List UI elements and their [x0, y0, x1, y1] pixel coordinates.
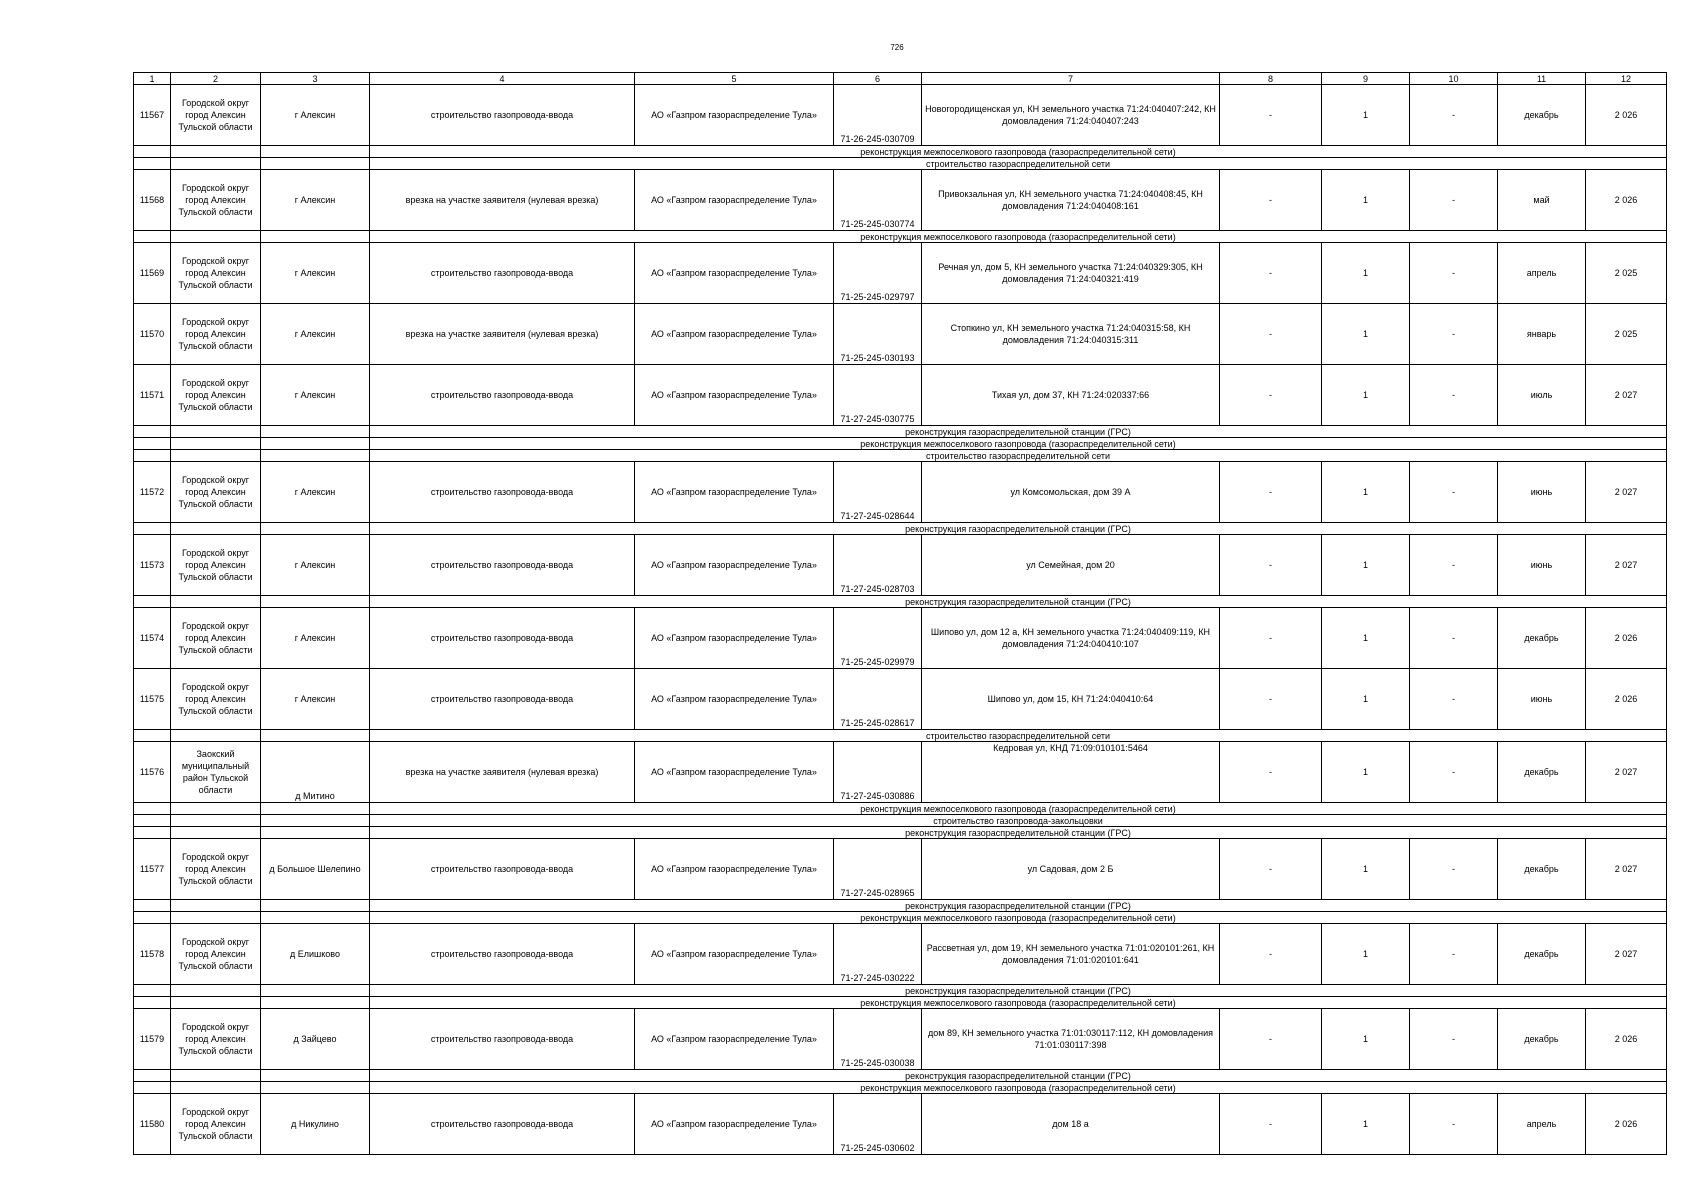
district-cell: Городской округ город Алексин Тульской области: [171, 462, 261, 523]
column-9-cell: 1: [1322, 924, 1410, 985]
empty-cell: [134, 523, 171, 535]
empty-cell: [261, 146, 370, 158]
sub-row: [134, 426, 1667, 438]
column-9-cell: 1: [1322, 535, 1410, 596]
locality-cell: д Никулино: [261, 1094, 370, 1155]
row-number: 11568: [134, 170, 171, 231]
district-cell: Городской округ город Алексин Тульской области: [171, 839, 261, 900]
district-cell: Городской округ город Алексин Тульской области: [171, 608, 261, 669]
table-row: [134, 170, 1667, 231]
empty-cell: [171, 803, 261, 815]
sub-row: [134, 912, 1667, 924]
work-type-cell: строительство газопровода-ввода: [370, 839, 635, 900]
row-number: 11577: [134, 839, 171, 900]
column-10-cell: -: [1410, 243, 1498, 304]
organization-cell: АО «Газпром газораспределение Тула»: [635, 839, 834, 900]
month-cell: июнь: [1498, 669, 1586, 730]
empty-cell: [171, 900, 261, 912]
column-9-cell: 1: [1322, 742, 1410, 803]
column-10-cell: -: [1410, 669, 1498, 730]
column-number: 2: [171, 73, 261, 85]
empty-cell: [171, 231, 261, 243]
year-cell: 2 026: [1586, 170, 1667, 231]
empty-cell: [261, 985, 370, 997]
column-8-cell: -: [1220, 535, 1322, 596]
empty-cell: [171, 523, 261, 535]
empty-cell: [134, 596, 171, 608]
empty-cell: [134, 803, 171, 815]
organization-cell: АО «Газпром газораспределение Тула»: [635, 365, 834, 426]
sub-row: [134, 985, 1667, 997]
empty-cell: [261, 438, 370, 450]
column-10-cell: -: [1410, 304, 1498, 365]
table-row: [134, 462, 1667, 523]
district-cell: Городской округ город Алексин Тульской области: [171, 1094, 261, 1155]
locality-cell: г Алексин: [261, 170, 370, 231]
locality-cell: г Алексин: [261, 243, 370, 304]
month-cell: декабрь: [1498, 1009, 1586, 1070]
column-8-cell: -: [1220, 243, 1322, 304]
table-row: [134, 243, 1667, 304]
empty-cell: [261, 426, 370, 438]
district-cell: Городской округ город Алексин Тульской области: [171, 170, 261, 231]
empty-cell: [134, 438, 171, 450]
empty-cell: [261, 730, 370, 742]
sub-row: [134, 596, 1667, 608]
empty-cell: [261, 523, 370, 535]
column-8-cell: -: [1220, 1009, 1322, 1070]
empty-cell: [134, 146, 171, 158]
organization-cell: АО «Газпром газораспределение Тула»: [635, 535, 834, 596]
locality-cell: г Алексин: [261, 365, 370, 426]
year-cell: 2 027: [1586, 462, 1667, 523]
column-9-cell: 1: [1322, 243, 1410, 304]
district-cell: Заокский муниципальный район Тульской области: [171, 742, 261, 803]
empty-cell: [134, 158, 171, 170]
sub-row: [134, 146, 1667, 158]
work-type-cell: строительство газопровода-ввода: [370, 535, 635, 596]
month-cell: июль: [1498, 365, 1586, 426]
organization-cell: АО «Газпром газораспределение Тула»: [635, 462, 834, 523]
empty-cell: [171, 438, 261, 450]
empty-cell: [171, 596, 261, 608]
row-number: 11572: [134, 462, 171, 523]
table-row: [134, 85, 1667, 146]
application-code-cell: 71-25-245-029979: [834, 608, 922, 669]
application-code-cell: 71-27-245-030222: [834, 924, 922, 985]
application-code-cell: 71-27-245-030775: [834, 365, 922, 426]
empty-cell: [261, 158, 370, 170]
sub-row-label: строительство газораспределительной сети: [370, 450, 1667, 462]
column-8-cell: -: [1220, 85, 1322, 146]
column-10-cell: -: [1410, 365, 1498, 426]
sub-row: [134, 730, 1667, 742]
row-number: 11579: [134, 1009, 171, 1070]
sub-row-label: строительство газопровода-закольцовки: [370, 815, 1667, 827]
empty-cell: [261, 997, 370, 1009]
application-code-cell: 71-25-245-029797: [834, 243, 922, 304]
work-type-cell: строительство газопровода-ввода: [370, 608, 635, 669]
sub-row: [134, 450, 1667, 462]
sub-row-label: реконструкция газораспределительной станции (ГРС): [370, 426, 1667, 438]
locality-cell: д Елишково: [261, 924, 370, 985]
address-cell: Тихая ул, дом 37, КН 71:24:020337:66: [922, 365, 1220, 426]
empty-cell: [261, 231, 370, 243]
locality-cell: д Большое Шелепино: [261, 839, 370, 900]
empty-cell: [134, 900, 171, 912]
table-row: [134, 924, 1667, 985]
empty-cell: [171, 912, 261, 924]
sub-row-label: строительство газораспределительной сети: [370, 158, 1667, 170]
column-9-cell: 1: [1322, 1009, 1410, 1070]
column-8-cell: -: [1220, 304, 1322, 365]
locality-cell: г Алексин: [261, 304, 370, 365]
column-number: 10: [1410, 73, 1498, 85]
empty-cell: [261, 900, 370, 912]
work-type-cell: строительство газопровода-ввода: [370, 365, 635, 426]
column-number-row: [134, 73, 1667, 85]
work-type-cell: строительство газопровода-ввода: [370, 462, 635, 523]
column-number: 12: [1586, 73, 1667, 85]
row-number: 11571: [134, 365, 171, 426]
empty-cell: [134, 827, 171, 839]
month-cell: декабрь: [1498, 924, 1586, 985]
sub-row: [134, 815, 1667, 827]
table-row: [134, 304, 1667, 365]
row-number: 11575: [134, 669, 171, 730]
address-cell: Шипово ул, дом 15, КН 71:24:040410:64: [922, 669, 1220, 730]
work-type-cell: строительство газопровода-ввода: [370, 1094, 635, 1155]
empty-cell: [171, 450, 261, 462]
sub-row-label: реконструкция газораспределительной станции (ГРС): [370, 523, 1667, 535]
organization-cell: АО «Газпром газораспределение Тула»: [635, 304, 834, 365]
empty-cell: [134, 985, 171, 997]
sub-row: [134, 997, 1667, 1009]
application-code-cell: 71-27-245-030886: [834, 742, 922, 803]
row-number: 11573: [134, 535, 171, 596]
year-cell: 2 026: [1586, 669, 1667, 730]
empty-cell: [171, 1070, 261, 1082]
column-8-cell: -: [1220, 608, 1322, 669]
locality-cell: д Митино: [261, 742, 370, 803]
sub-row-label: реконструкция межпоселкового газопровода (газораспределительной сети): [370, 912, 1667, 924]
empty-cell: [134, 231, 171, 243]
work-type-cell: строительство газопровода-ввода: [370, 243, 635, 304]
empty-cell: [261, 912, 370, 924]
address-cell: ул Садовая, дом 2 Б: [922, 839, 1220, 900]
address-cell: дом 89, КН земельного участка 71:01:030117:112, КН домовладения 71:01:030117:398: [922, 1009, 1220, 1070]
month-cell: декабрь: [1498, 85, 1586, 146]
sub-row-label: реконструкция газораспределительной станции (ГРС): [370, 900, 1667, 912]
month-cell: июнь: [1498, 462, 1586, 523]
year-cell: 2 026: [1586, 1094, 1667, 1155]
table-row: [134, 742, 1667, 803]
year-cell: 2 027: [1586, 365, 1667, 426]
locality-cell: г Алексин: [261, 85, 370, 146]
row-number: 11576: [134, 742, 171, 803]
sub-row-label: реконструкция межпоселкового газопровода (газораспределительной сети): [370, 803, 1667, 815]
empty-cell: [171, 1082, 261, 1094]
column-8-cell: -: [1220, 924, 1322, 985]
year-cell: 2 026: [1586, 1009, 1667, 1070]
empty-cell: [261, 1082, 370, 1094]
empty-cell: [261, 803, 370, 815]
address-cell: Шипово ул, дом 12 а, КН земельного участка 71:24:040409:119, КН домовладения 71:24:040410:107: [922, 608, 1220, 669]
district-cell: Городской округ город Алексин Тульской области: [171, 304, 261, 365]
column-9-cell: 1: [1322, 1094, 1410, 1155]
organization-cell: АО «Газпром газораспределение Тула»: [635, 1009, 834, 1070]
page-number: 726: [890, 43, 904, 52]
year-cell: 2 026: [1586, 608, 1667, 669]
column-9-cell: 1: [1322, 85, 1410, 146]
column-9-cell: 1: [1322, 608, 1410, 669]
empty-cell: [171, 985, 261, 997]
empty-cell: [261, 1070, 370, 1082]
sub-row: [134, 1070, 1667, 1082]
application-code-cell: 71-26-245-030709: [834, 85, 922, 146]
sub-row-label: реконструкция межпоселкового газопровода (газораспределительной сети): [370, 997, 1667, 1009]
district-cell: Городской округ город Алексин Тульской области: [171, 365, 261, 426]
month-cell: май: [1498, 170, 1586, 231]
year-cell: 2 027: [1586, 742, 1667, 803]
organization-cell: АО «Газпром газораспределение Тула»: [635, 1094, 834, 1155]
column-10-cell: -: [1410, 170, 1498, 231]
application-code-cell: 71-27-245-028703: [834, 535, 922, 596]
address-cell: Новогородищенская ул, КН земельного участка 71:24:040407:242, КН домовладения 71:24:040407:243: [922, 85, 1220, 146]
empty-cell: [171, 827, 261, 839]
row-number: 11570: [134, 304, 171, 365]
column-number: 4: [370, 73, 635, 85]
application-code-cell: 71-25-245-030193: [834, 304, 922, 365]
row-number: 11578: [134, 924, 171, 985]
organization-cell: АО «Газпром газораспределение Тула»: [635, 742, 834, 803]
empty-cell: [134, 426, 171, 438]
work-type-cell: врезка на участке заявителя (нулевая врезка): [370, 742, 635, 803]
district-cell: Городской округ город Алексин Тульской области: [171, 535, 261, 596]
district-cell: Городской округ город Алексин Тульской области: [171, 669, 261, 730]
organization-cell: АО «Газпром газораспределение Тула»: [635, 170, 834, 231]
row-number: 11567: [134, 85, 171, 146]
column-9-cell: 1: [1322, 170, 1410, 231]
table-row: [134, 1009, 1667, 1070]
empty-cell: [171, 997, 261, 1009]
column-10-cell: -: [1410, 535, 1498, 596]
table-row: [134, 839, 1667, 900]
column-number: 6: [834, 73, 922, 85]
empty-cell: [171, 730, 261, 742]
column-10-cell: -: [1410, 608, 1498, 669]
column-8-cell: -: [1220, 365, 1322, 426]
table-row: [134, 669, 1667, 730]
month-cell: декабрь: [1498, 608, 1586, 669]
empty-cell: [261, 450, 370, 462]
empty-cell: [134, 730, 171, 742]
address-cell: Речная ул, дом 5, КН земельного участка 71:24:040329:305, КН домовладения 71:24:040321:419: [922, 243, 1220, 304]
sub-row: [134, 827, 1667, 839]
sub-row: [134, 803, 1667, 815]
empty-cell: [134, 450, 171, 462]
work-type-cell: строительство газопровода-ввода: [370, 924, 635, 985]
column-8-cell: -: [1220, 839, 1322, 900]
district-cell: Городской округ город Алексин Тульской области: [171, 85, 261, 146]
address-cell: Кедровая ул, КНД 71:09:010101:5464: [922, 742, 1220, 803]
column-10-cell: -: [1410, 462, 1498, 523]
column-9-cell: 1: [1322, 365, 1410, 426]
organization-cell: АО «Газпром газораспределение Тула»: [635, 608, 834, 669]
empty-cell: [171, 146, 261, 158]
column-number: 1: [134, 73, 171, 85]
column-9-cell: 1: [1322, 462, 1410, 523]
column-number: 11: [1498, 73, 1586, 85]
row-number: 11574: [134, 608, 171, 669]
sub-row-label: реконструкция межпоселкового газопровода (газораспределительной сети): [370, 146, 1667, 158]
sub-row-label: реконструкция газораспределительной станции (ГРС): [370, 827, 1667, 839]
organization-cell: АО «Газпром газораспределение Тула»: [635, 669, 834, 730]
empty-cell: [261, 596, 370, 608]
column-number: 9: [1322, 73, 1410, 85]
column-8-cell: -: [1220, 669, 1322, 730]
sub-row-label: реконструкция газораспределительной станции (ГРС): [370, 596, 1667, 608]
sub-row: [134, 900, 1667, 912]
sub-row-label: реконструкция газораспределительной станции (ГРС): [370, 985, 1667, 997]
sub-row-label: реконструкция межпоселкового газопровода (газораспределительной сети): [370, 231, 1667, 243]
locality-cell: г Алексин: [261, 535, 370, 596]
month-cell: июнь: [1498, 535, 1586, 596]
organization-cell: АО «Газпром газораспределение Тула»: [635, 243, 834, 304]
application-code-cell: 71-25-245-028617: [834, 669, 922, 730]
work-type-cell: строительство газопровода-ввода: [370, 85, 635, 146]
column-9-cell: 1: [1322, 304, 1410, 365]
table-row: [134, 535, 1667, 596]
sub-row-label: реконструкция межпоселкового газопровода (газораспределительной сети): [370, 1082, 1667, 1094]
application-code-cell: 71-27-245-028644: [834, 462, 922, 523]
table-row: [134, 365, 1667, 426]
column-number: 5: [635, 73, 834, 85]
locality-cell: д Зайцево: [261, 1009, 370, 1070]
column-9-cell: 1: [1322, 669, 1410, 730]
application-code-cell: 71-27-245-028965: [834, 839, 922, 900]
table-row: [134, 608, 1667, 669]
empty-cell: [134, 815, 171, 827]
locality-cell: г Алексин: [261, 608, 370, 669]
column-8-cell: -: [1220, 1094, 1322, 1155]
year-cell: 2 026: [1586, 85, 1667, 146]
application-code-cell: 71-25-245-030038: [834, 1009, 922, 1070]
sub-row-label: реконструкция газораспределительной станции (ГРС): [370, 1070, 1667, 1082]
year-cell: 2 027: [1586, 839, 1667, 900]
address-cell: Привокзальная ул, КН земельного участка 71:24:040408:45, КН домовладения 71:24:040408:161: [922, 170, 1220, 231]
locality-cell: г Алексин: [261, 669, 370, 730]
column-10-cell: -: [1410, 1009, 1498, 1070]
work-type-cell: строительство газопровода-ввода: [370, 669, 635, 730]
address-cell: Стопкино ул, КН земельного участка 71:24:040315:58, КН домовладения 71:24:040315:311: [922, 304, 1220, 365]
table-row: [134, 1094, 1667, 1155]
district-cell: Городской округ город Алексин Тульской области: [171, 1009, 261, 1070]
work-type-cell: врезка на участке заявителя (нулевая врезка): [370, 170, 635, 231]
sub-row: [134, 158, 1667, 170]
year-cell: 2 027: [1586, 535, 1667, 596]
month-cell: январь: [1498, 304, 1586, 365]
empty-cell: [261, 827, 370, 839]
organization-cell: АО «Газпром газораспределение Тула»: [635, 924, 834, 985]
column-number: 7: [922, 73, 1220, 85]
work-type-cell: врезка на участке заявителя (нулевая врезка): [370, 304, 635, 365]
empty-cell: [134, 1070, 171, 1082]
column-10-cell: -: [1410, 1094, 1498, 1155]
empty-cell: [261, 815, 370, 827]
column-10-cell: -: [1410, 924, 1498, 985]
sub-row-label: реконструкция межпоселкового газопровода (газораспределительной сети): [370, 438, 1667, 450]
column-10-cell: -: [1410, 839, 1498, 900]
column-10-cell: -: [1410, 85, 1498, 146]
column-8-cell: -: [1220, 462, 1322, 523]
empty-cell: [171, 815, 261, 827]
district-cell: Городской округ город Алексин Тульской области: [171, 243, 261, 304]
row-number: 11569: [134, 243, 171, 304]
year-cell: 2 025: [1586, 304, 1667, 365]
column-number: 3: [261, 73, 370, 85]
column-8-cell: -: [1220, 742, 1322, 803]
empty-cell: [134, 997, 171, 1009]
empty-cell: [134, 1082, 171, 1094]
column-9-cell: 1: [1322, 839, 1410, 900]
empty-cell: [134, 912, 171, 924]
application-code-cell: 71-25-245-030774: [834, 170, 922, 231]
work-type-cell: строительство газопровода-ввода: [370, 1009, 635, 1070]
organization-cell: АО «Газпром газораспределение Тула»: [635, 85, 834, 146]
column-number: 8: [1220, 73, 1322, 85]
address-cell: дом 18 а: [922, 1094, 1220, 1155]
year-cell: 2 027: [1586, 924, 1667, 985]
sub-row: [134, 438, 1667, 450]
year-cell: 2 025: [1586, 243, 1667, 304]
column-10-cell: -: [1410, 742, 1498, 803]
month-cell: апрель: [1498, 1094, 1586, 1155]
application-code-cell: 71-25-245-030602: [834, 1094, 922, 1155]
sub-row: [134, 523, 1667, 535]
row-number: 11580: [134, 1094, 171, 1155]
locality-cell: г Алексин: [261, 462, 370, 523]
month-cell: декабрь: [1498, 839, 1586, 900]
gasification-table: [133, 72, 1667, 1155]
column-8-cell: -: [1220, 170, 1322, 231]
month-cell: апрель: [1498, 243, 1586, 304]
sub-row-label: строительство газораспределительной сети: [370, 730, 1667, 742]
address-cell: ул Семейная, дом 20: [922, 535, 1220, 596]
month-cell: декабрь: [1498, 742, 1586, 803]
district-cell: Городской округ город Алексин Тульской области: [171, 924, 261, 985]
sub-row: [134, 231, 1667, 243]
address-cell: Рассветная ул, дом 19, КН земельного участка 71:01:020101:261, КН домовладения 71:01:020101:641: [922, 924, 1220, 985]
empty-cell: [171, 426, 261, 438]
address-cell: ул Комсомольская, дом 39 А: [922, 462, 1220, 523]
empty-cell: [171, 158, 261, 170]
sub-row: [134, 1082, 1667, 1094]
